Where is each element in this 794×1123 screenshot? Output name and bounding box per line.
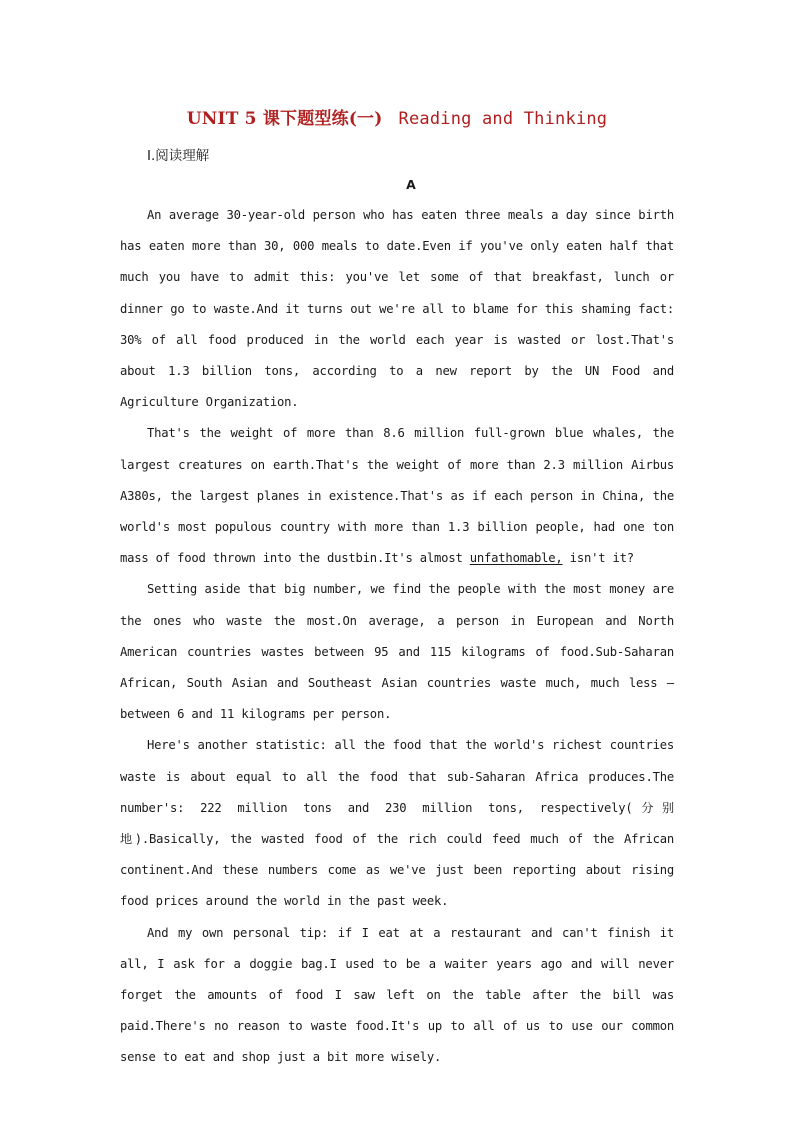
paragraph-2-text-b: isn't it?: [562, 551, 634, 566]
passage-body: [120, 200, 674, 1074]
passage-label: A: [406, 177, 416, 192]
paragraph-3: Setting aside that big number, we find the people with the most money are the ones who waste the most.On average, a person in European and North American countries wastes between 95 and 115 kilograms of food.Sub-Saharan African, South Asian and Southeast Asian countries waste much, much less — between 6 and 11 kilograms per person.: [120, 582, 674, 722]
paragraph-2: [120, 418, 674, 574]
paragraph-1: An average 30-year-old person who has eaten three meals a day since birth has eaten more than 30, 000 meals to date.Even if you've only eaten half that much you have to admit this: you've let some of that breakfast, lunch or dinner go to waste.And it turns out we're all to blame for this shaming fact: 30% of all food produced in the world each year is wasted or lost.That's about 1.3 billion tons, according to a new report by the UN Food and Agriculture Organization.: [120, 208, 674, 410]
underlined-word: unfathomable,: [469, 551, 563, 566]
title-unit: UNIT 5 课下题型练(一): [186, 109, 383, 129]
section-heading: Ⅰ.阅读理解: [147, 148, 210, 164]
paragraph-5: And my own personal tip: if I eat at a restaurant and can't finish it all, I ask for a doggie bag.I used to be a waiter years ago and will never forget the amounts of food I saw left on the table after the bill was paid.There's no reason to waste food.It's up to all of us to use our common sense to eat and shop just a bit more wisely.: [120, 925, 674, 1065]
page-title: [0, 104, 794, 129]
title-topic: Reading and Thinking: [398, 109, 608, 129]
paragraph-2-text-a: That's the weight of more than 8.6 million full-grown blue whales, the largest creatures on earth.That's the weight of more than 2.3 million Airbus A380s, the largest planes in existence.That's as if each person in China, the world's most populous country with more than 1.3 billion people, had one ton mass of food thrown into the dustbin.It's almost: [120, 426, 674, 566]
paragraph-4: Here's another statistic: all the food that the world's richest countries waste is about equal to all the food that sub-Saharan Africa produces.The number's: 222 million tons and 230 million tons, respectively(分别地).Basically, the wasted food of the rich could feed much of the African continent.And these numbers come as we've just been reporting about rising food prices around the world in the past week.: [120, 738, 674, 909]
